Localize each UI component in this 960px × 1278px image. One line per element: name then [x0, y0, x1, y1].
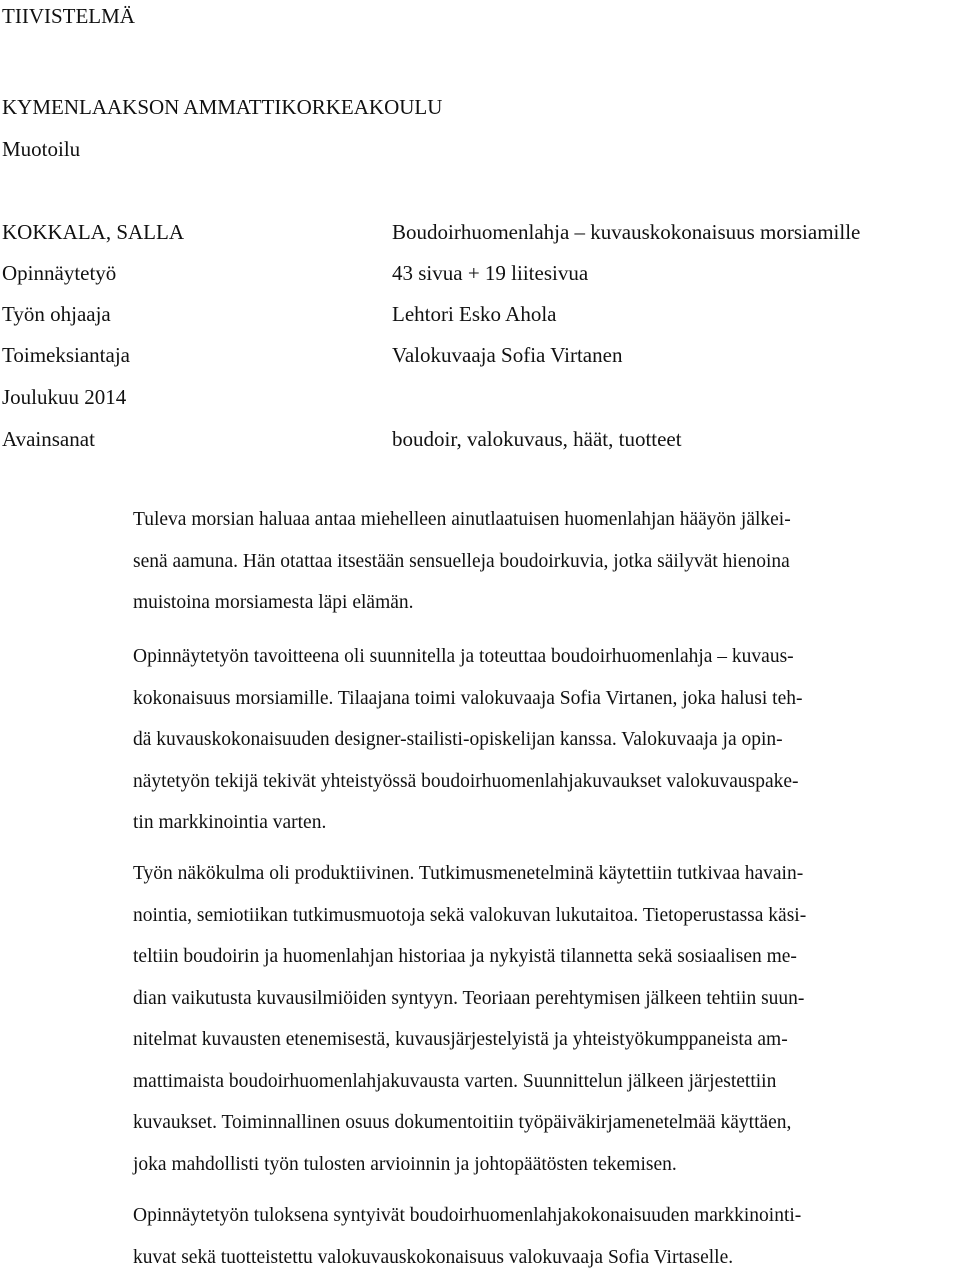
publication-date: Joulukuu 2014: [2, 385, 127, 409]
abstract-paragraph-4: Opinnäytetyön tuloksena syntyivät boudoirhuomenlahjakokonaisuuden markkinointi- kuvat sekä tuotteistettu valokuvauskokonaisuus valokuvaaja Sofia Virtaselle.: [133, 1205, 802, 1268]
type-label: Opinnäytetyö: [2, 261, 117, 285]
supervisor-name: Lehtori Esko Ahola: [392, 302, 557, 326]
page-count: 43 sivua + 19 liitesivua: [392, 261, 589, 285]
page-title: TIIVISTELMÄ: [2, 4, 135, 28]
keywords-label: Avainsanat: [2, 427, 95, 451]
degree-program: Muotoilu: [2, 137, 81, 161]
abstract-paragraph-3: Työn näkökulma oli produktiivinen. Tutkimusmenetelminä käytettiin tutkivaa havain- nointia, semiotiikan tutkimusmuotoja sekä valokuvan lukutaitoa. Tietoperustassa käsi- teltiin boudoirin ja huomenlahjan historiaa ja nykyistä tilannetta sekä sosiaalisen me- dian vaikutusta kuvausilmiöiden syntyyn. Teoriaan perehtymisen jälkeen tehtiin suun- nitelmat kuvausten etenemisestä, kuvausjärjestelyistä ja yhteistyökumppaneista am- mattimaista boudoirhuomenlahjakuvausta varten. Suunnittelun jälkeen järjestettiin kuvaukset. Toiminnallinen osuus dokumentoitiin työpäiväkirjamenetelmää käyttäen, joka mahdollisti työn tulosten arvioinnin ja johtopäätösten tekemisen.: [133, 863, 807, 1175]
work-title: Boudoirhuomenlahja – kuvauskokonaisuus morsiamille: [392, 220, 861, 244]
school-name: KYMENLAAKSON AMMATTIKORKEAKOULU: [2, 95, 443, 119]
author-name: KOKKALA, SALLA: [2, 220, 184, 244]
supervisor-label: Työn ohjaaja: [2, 302, 111, 326]
commissioner-name: Valokuvaaja Sofia Virtanen: [392, 343, 623, 367]
abstract-paragraph-2: Opinnäytetyön tavoitteena oli suunnitella ja toteuttaa boudoirhuomenlahja – kuvaus- kokonaisuus morsiamille. Tilaajana toimi valokuvaaja Sofia Virtanen, joka halusi teh- dä kuvauskokonaisuuden designer-stailisti-opiskelijan kanssa. Valokuvaaja ja opin- näytetyön tekijä tekivät yhteistyössä boudoirhuomenlahjakuvaukset valokuvauspake- tin markkinointia varten.: [133, 646, 803, 833]
keywords-value: boudoir, valokuvaus, häät, tuotteet: [392, 427, 682, 451]
commissioner-label: Toimeksiantaja: [2, 343, 130, 367]
abstract-paragraph-1: Tuleva morsian haluaa antaa miehelleen ainutlaatuisen huomenlahjan hääyön jälkei- senä aamuna. Hän otattaa itsestään sensuelleja boudoirkuvia, jotka säilyvät hienoina muistoina morsiamesta läpi elämän.: [133, 509, 791, 613]
